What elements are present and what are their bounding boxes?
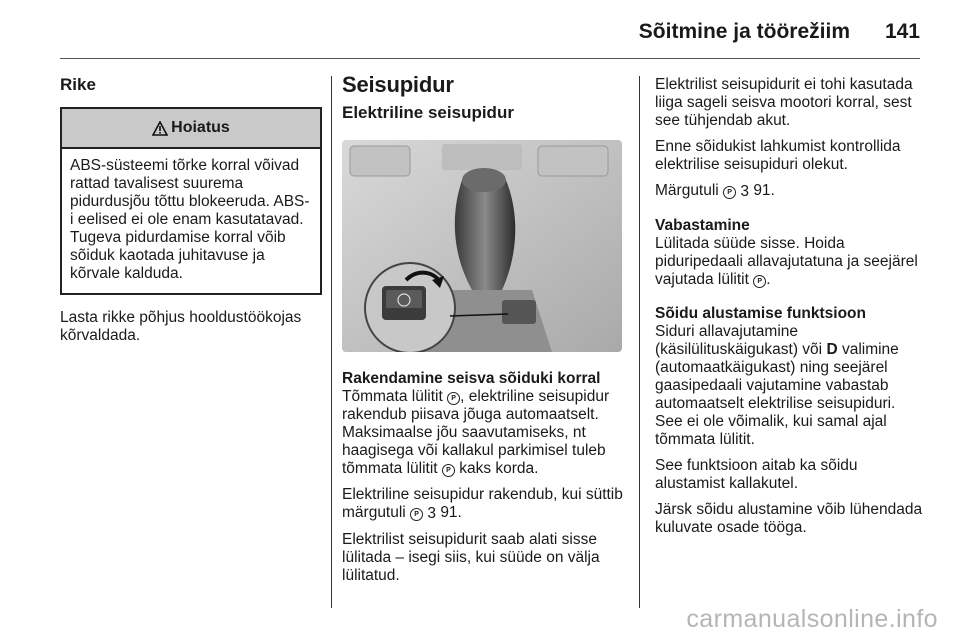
column-right	[655, 76, 925, 545]
parking-brake-symbol-icon: P	[753, 275, 766, 288]
start-heading: Sõidu alustamise funktsioon	[655, 305, 866, 322]
release-paragraph: Lülitada süüde sisse. Hoida piduripedaali allavajutatuna ja seejärel vajutada lülitit P .	[655, 235, 918, 288]
column-divider-right	[639, 76, 640, 608]
header-divider	[60, 58, 920, 59]
column-left	[60, 76, 322, 353]
parking-brake-symbol-icon: P	[723, 186, 736, 199]
paragraph-battery: Elektrilist seisupidurit ei tohi kasutada liiga sageli seisva mootori korral, sest see tühjendab akut.	[655, 76, 913, 129]
parking-brake-photo	[342, 140, 622, 352]
warning-text: ABS-süsteemi tõrke korral võivad rattad tavalisest suurema pidurdusjõu tõttu blokeeruda. ABS-i eelised ei ole enam kasutatavad. Tugeva pidurdamise korral võib sõiduk kaotada juhitavuse ja kõrvale kalduda.	[70, 157, 310, 282]
paragraph-lamp: Märgutuli P 3 91.	[655, 182, 775, 200]
paragraph-slopes: See funktsioon aitab ka sõidu alustamist kallakutel.	[655, 457, 858, 492]
paragraph-repair: Lasta rikke põhjus hooldustöökojas kõrvaldada.	[60, 309, 302, 344]
section-heading-rike: Rike	[60, 75, 96, 94]
warning-triangle-icon	[152, 121, 168, 136]
parking-brake-symbol-icon: P	[410, 508, 423, 521]
parking-brake-symbol-icon: P	[447, 392, 460, 405]
page-reference-icon[interactable]: 3	[740, 183, 749, 200]
column-middle	[342, 72, 624, 593]
indicator-paragraph: Elektriline seisupidur rakendub, kui süttib märgutuli P 3 91.	[342, 486, 623, 522]
warning-box	[60, 107, 322, 295]
apply-paragraph: Tõmmata lülitit P , elektriline seisupidur rakendub piisava jõuga automaatselt. Maksimaalse jõu saavutamiseks, nt haagisega või kallakul parkimisel tuleb tõmmata lülitit P kaks korda.	[342, 388, 610, 477]
parking-brake-symbol-icon: P	[442, 464, 455, 477]
subsection-title: Elektriline seisupidur	[342, 103, 514, 122]
warning-title: Hoiatus	[171, 119, 230, 136]
page-reference-icon[interactable]: 3	[427, 505, 436, 522]
release-heading: Vabastamine	[655, 217, 750, 234]
paragraph-check: Enne sõidukist lahkumist kontrollida elektrilise seisupiduri olekut.	[655, 138, 901, 173]
section-title-seisupidur: Seisupidur	[342, 72, 454, 97]
page-number: 141	[884, 20, 920, 43]
start-paragraph: Siduri allavajutamine (käsilülituskäigukast) või D valimine (automaatkäigukast) ning seejärel gaasipedaali vajutamine vabastab automaatselt elektrilise seisupiduri. See ei ole võimalik, kui samal ajal tõmmata lülitit.	[655, 323, 899, 448]
column-divider-left	[331, 76, 332, 608]
watermark: carmanualsonline.info	[686, 605, 938, 633]
apply-heading: Rakendamine seisva sõiduki korral	[342, 370, 601, 387]
warning-header	[62, 109, 320, 149]
always-paragraph: Elektrilist seisupidurit saab alati sisse lülitada – isegi siis, kui süüde on välja lülitatud.	[342, 531, 600, 584]
page-header-title: Sõitmine ja töörežiim	[638, 20, 850, 43]
paragraph-wear: Järsk sõidu alustamine võib lühendada kuluvate osade tööga.	[655, 501, 923, 536]
